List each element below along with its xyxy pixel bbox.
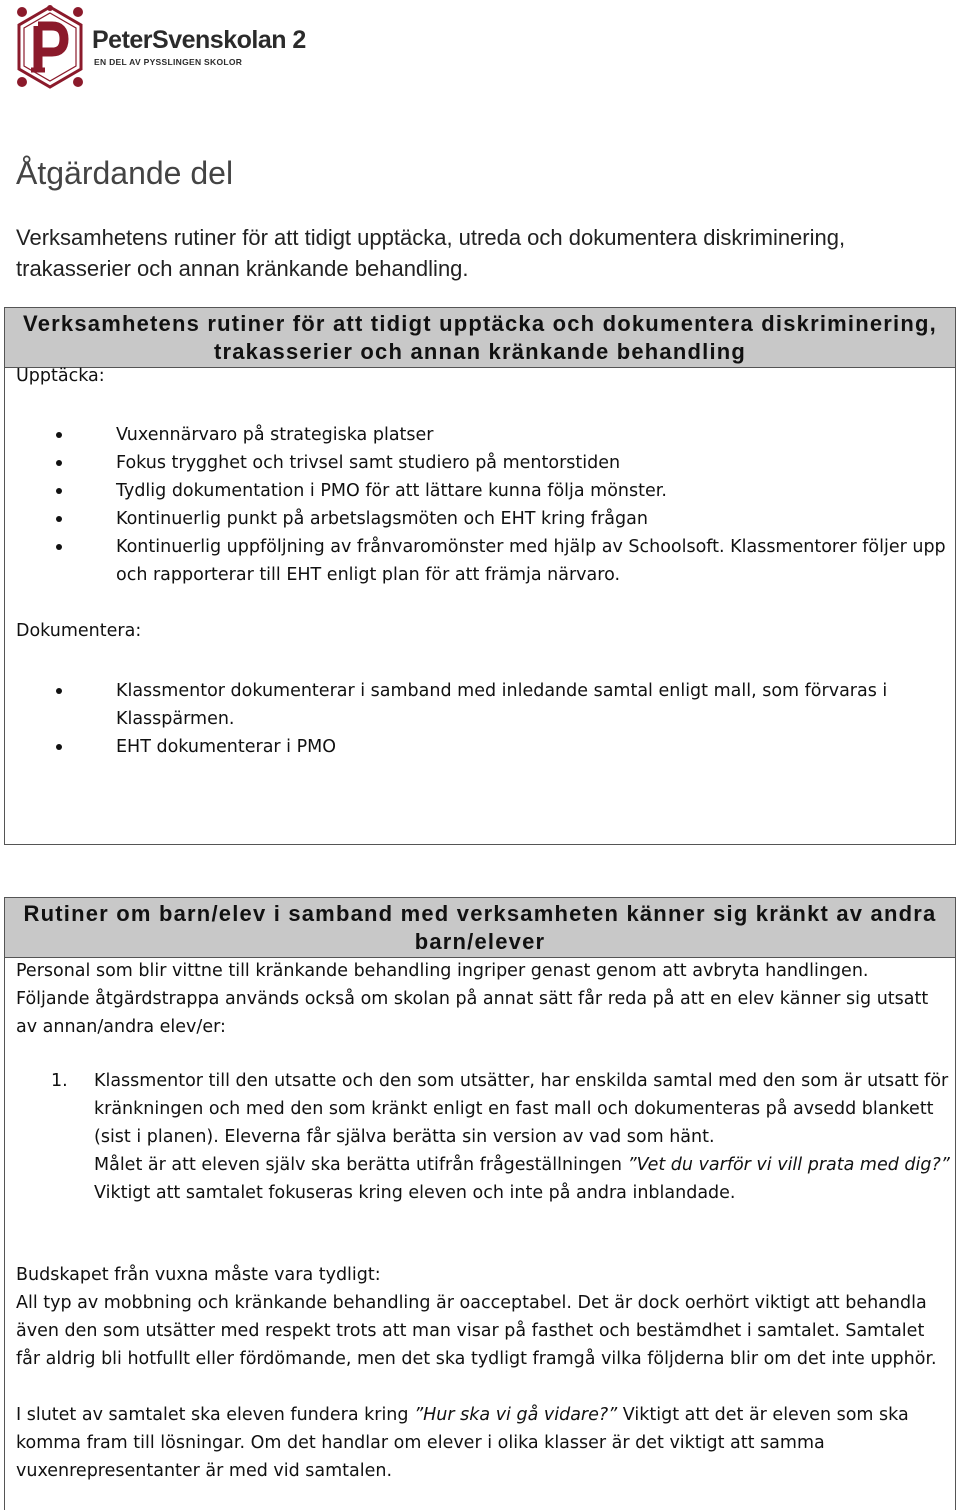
closing-text: I slutet av samtalet ska eleven fundera kring ”Hur ska vi gå vidare?” Viktigt att det är eleven som ska komma fram till lösningar. Om det handlar om elever i olika klasser är det viktigt att samma vuxenrepresentanter är med vid samtalen. xyxy=(16,1405,909,1481)
step-number: 1. xyxy=(51,1071,68,1091)
list-item: Kontinuerlig punkt på arbetslagsmöten och EHT kring frågan xyxy=(116,505,946,533)
school-crest-icon xyxy=(14,4,86,90)
message-text: All typ av mobbning och kränkande behandling är oacceptabel. Det är dock oerhört viktigt att behandla även den som utsätter med respekt trots att man visar på fasthet och bestämdhet i samtalet. Samtalet får aldrig bli hotfullt eller fördömande, men det ska tydligt framgå vilka följderna blir om det inte upphör. xyxy=(16,1293,937,1369)
step-focus: Viktigt att samtalet fokuseras kring eleven och inte på andra inblandade. xyxy=(94,1183,736,1203)
closing-question: ”Hur ska vi gå vidare?” xyxy=(414,1405,618,1425)
detection-routines-box xyxy=(4,307,956,845)
document-label: Dokumentera: xyxy=(16,621,142,641)
list-item: EHT dokumenterar i PMO xyxy=(116,733,946,761)
detect-label: Upptäcka: xyxy=(16,366,105,386)
list-item: Tydlig dokumentation i PMO för att lättare kunna följa mönster. xyxy=(116,477,946,505)
routine-intro: Personal som blir vittne till kränkande behandling ingriper genast genom att avbryta handlingen. Följande åtgärdstrappa används också om skolan på annat sätt får reda på att en elev känner sig utsatt av annan/andra elev/er: xyxy=(16,961,929,1037)
detection-routines-heading: Verksamhetens rutiner för att tidigt upptäcka och dokumentera diskriminering, trakasserier och annan kränkande behandling xyxy=(5,308,955,368)
step-goal: Målet är att eleven själv ska berätta utifrån frågeställningen ”Vet du varför vi vill prata med dig?” xyxy=(94,1155,950,1175)
step-text: Klassmentor till den utsatte och den som utsätter, har enskilda samtal med den som är utsatt för kränkningen och med den som kränkt enligt en fast mall och dokumenteras på avsedd blankett (sist i planen). Eleverna får själva berätta sin version av vad som hänt. xyxy=(94,1071,949,1147)
list-item: Klassmentor dokumenterar i samband med inledande samtal enligt mall, som förvaras i Klasspärmen. xyxy=(116,677,946,733)
step-goal-question: ”Vet du varför vi vill prata med dig?” xyxy=(627,1155,950,1175)
offended-student-routines-heading: Rutiner om barn/elev i samband med verksamheten känner sig kränkt av andra barn/elever xyxy=(5,898,955,958)
list-item xyxy=(51,1067,954,1207)
action-steps xyxy=(51,1067,954,1207)
school-logo xyxy=(14,4,314,90)
school-tagline: EN DEL AV PYSSLINGEN SKOLOR xyxy=(94,57,243,67)
school-name: PeterSvenskolan 2 xyxy=(92,26,306,54)
document-list xyxy=(116,677,946,761)
list-item: Kontinuerlig uppföljning av frånvaromönster med hjälp av Schoolsoft. Klassmentorer följer upp och rapporterar till EHT enligt plan för att främja närvaro. xyxy=(116,533,946,589)
detect-list xyxy=(116,421,946,589)
list-item: Vuxennärvaro på strategiska platser xyxy=(116,421,946,449)
offended-student-routines-box xyxy=(4,897,956,1510)
list-item: Fokus trygghet och trivsel samt studiero på mentorstiden xyxy=(116,449,946,477)
intro-text: Verksamhetens rutiner för att tidigt upptäcka, utreda och dokumentera diskriminering, trakasserier och annan kränkande behandling. xyxy=(16,225,846,281)
message-label: Budskapet från vuxna måste vara tydligt: xyxy=(16,1265,381,1285)
page-title: Åtgärdande del xyxy=(16,155,234,191)
